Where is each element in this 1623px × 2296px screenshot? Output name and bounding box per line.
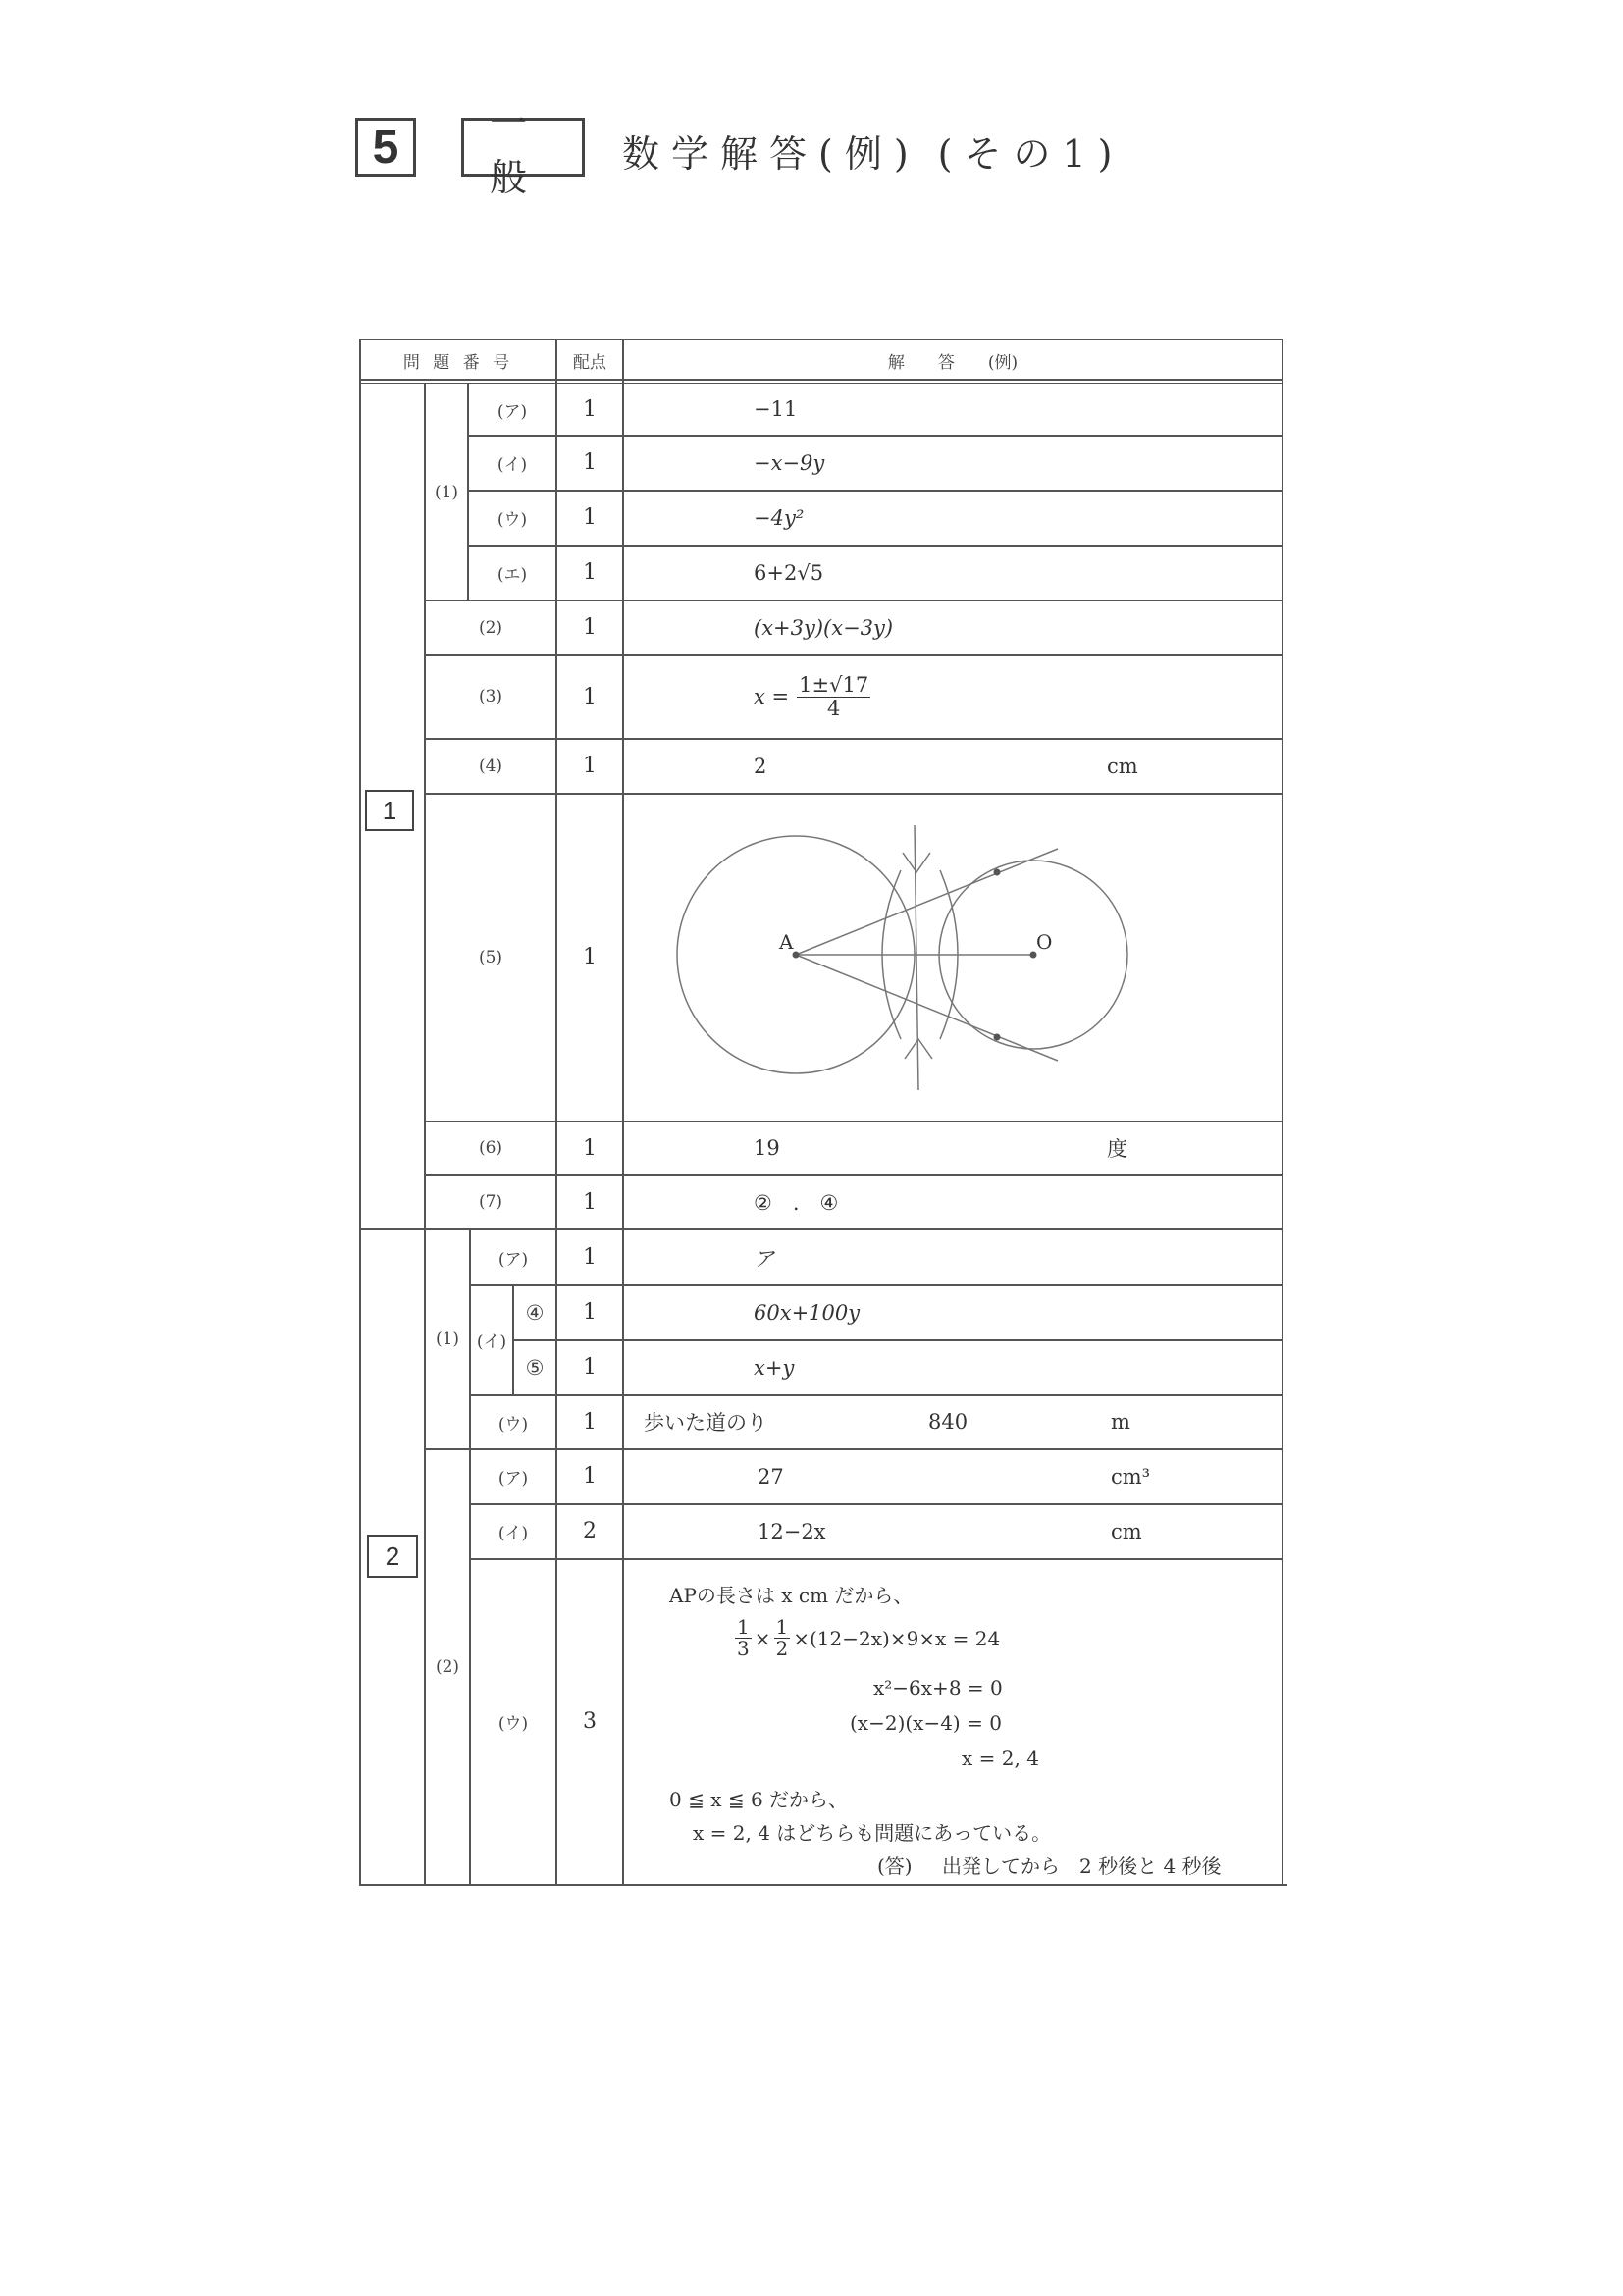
page-subtitle: (その1) [937,132,1125,176]
label-a: A [779,930,794,954]
tangent-point-lower [994,1034,1001,1041]
question-label: (イ) [497,455,528,475]
answer-unit: cm [1107,754,1138,778]
solution-equation: $\frac{1}{3}$ × $\frac{1}{2}$ ×(12−2x)×9×x = 24 [737,1615,1001,1660]
answer-value: −x−9y [754,450,825,475]
points-value: 1 [583,1355,597,1380]
points-value: 3 [583,1709,597,1734]
points-value: 1 [583,1300,597,1325]
question-label: (エ) [497,565,528,585]
points-value: 2 [583,1519,597,1543]
answer-unit: m [1111,1410,1130,1434]
point-a [793,952,800,959]
question-label: (ウ) [497,510,528,530]
header-points: 配点 [573,352,606,373]
answer-unit: cm [1111,1519,1142,1543]
answer-value: ② . ④ [754,1191,839,1215]
answer-value: x+y [754,1355,795,1380]
answer-value: x = $\frac{1\pm√17}{4}$ [754,673,869,720]
tangent-line-upper [796,849,1058,955]
answer-label: 歩いた道のり [644,1411,767,1435]
answer-value: 60x+100y [754,1300,861,1325]
question-label: (5) [478,947,503,967]
points-value: 1 [583,615,597,640]
subquestion-label: ⑤ [525,1355,545,1380]
section-1-box: 1 [365,790,414,831]
question-label: (ア) [497,1250,529,1270]
answer-value: 19 [754,1136,780,1160]
question-label: (7) [478,1192,503,1212]
header-answer: 解 答 (例) [887,352,1019,373]
question-group-2-1: (1) [435,1330,460,1349]
tangent-line-lower [796,955,1058,1061]
answer-value: 27 [758,1464,784,1488]
section-2-box: 2 [367,1535,418,1578]
points-value: 1 [583,1464,597,1488]
points-value: 1 [583,1135,597,1161]
answer-unit: 度 [1107,1137,1127,1161]
points-value: 1 [583,1409,597,1435]
points-value: 1 [583,945,597,969]
category-box: 一般 [461,118,585,177]
points-value: 1 [583,560,597,585]
question-label: (4) [478,756,503,776]
question-label: (2) [478,617,503,638]
answer-value: 2 [754,754,767,778]
question-label: (3) [478,687,503,706]
page-title: 数学解答(例) (その1) [622,132,1125,176]
header-question-no: 問 題 番 号 [402,352,514,373]
points-value: 1 [583,684,597,709]
answer-unit: cm³ [1111,1464,1151,1488]
points-value: 1 [583,754,597,778]
subquestion-label: ④ [525,1300,545,1325]
question-group-1-1: (1) [434,482,459,502]
question-label: (ウ) [497,1714,529,1734]
question-label: (ア) [497,1469,529,1488]
solution-condition: 0 ≦ x ≦ 6 だから、 [669,1788,849,1811]
tangent-point-upper [994,869,1001,876]
points-value: 1 [583,505,597,530]
solution-equation: x = 2, 4 [962,1747,1039,1770]
answer-value: 12−2x [758,1519,826,1543]
points-value: 1 [583,1189,597,1215]
solution-line: APの長さは x cm だから、 [669,1584,914,1607]
solution-final-answer: 出発してから 2 秒後と 4 秒後 [942,1854,1222,1878]
question-label: (ウ) [497,1414,529,1435]
solution-equation: x²−6x+8 = 0 [873,1676,1003,1699]
question-label: (イ) [476,1332,507,1352]
question-label: (イ) [497,1524,529,1543]
question-label: (6) [478,1138,503,1158]
arc-mark-top [903,853,930,872]
points-value: 1 [583,450,597,475]
solution-check: x = 2, 4 はどちらも問題にあっている。 [693,1821,1052,1845]
label-o: O [1036,930,1053,954]
question-group-2-2: (2) [435,1656,460,1677]
solution-final-label: (答) [877,1854,913,1878]
solution-equation: (x−2)(x−4) = 0 [850,1711,1002,1735]
question-label: (ア) [497,401,528,422]
answer-value: ア [754,1246,774,1271]
answer-value: (x+3y)(x−3y) [754,615,894,640]
answer-value: −11 [754,397,798,421]
points-value: 1 [583,1245,597,1270]
answer-value: −4y² [754,505,805,530]
answer-value: 6+2√5 [754,560,824,585]
answer-value: 840 [928,1410,969,1434]
construction-figure [624,794,1282,1121]
section-number-box: 5 [355,118,416,177]
points-value: 1 [583,396,597,422]
